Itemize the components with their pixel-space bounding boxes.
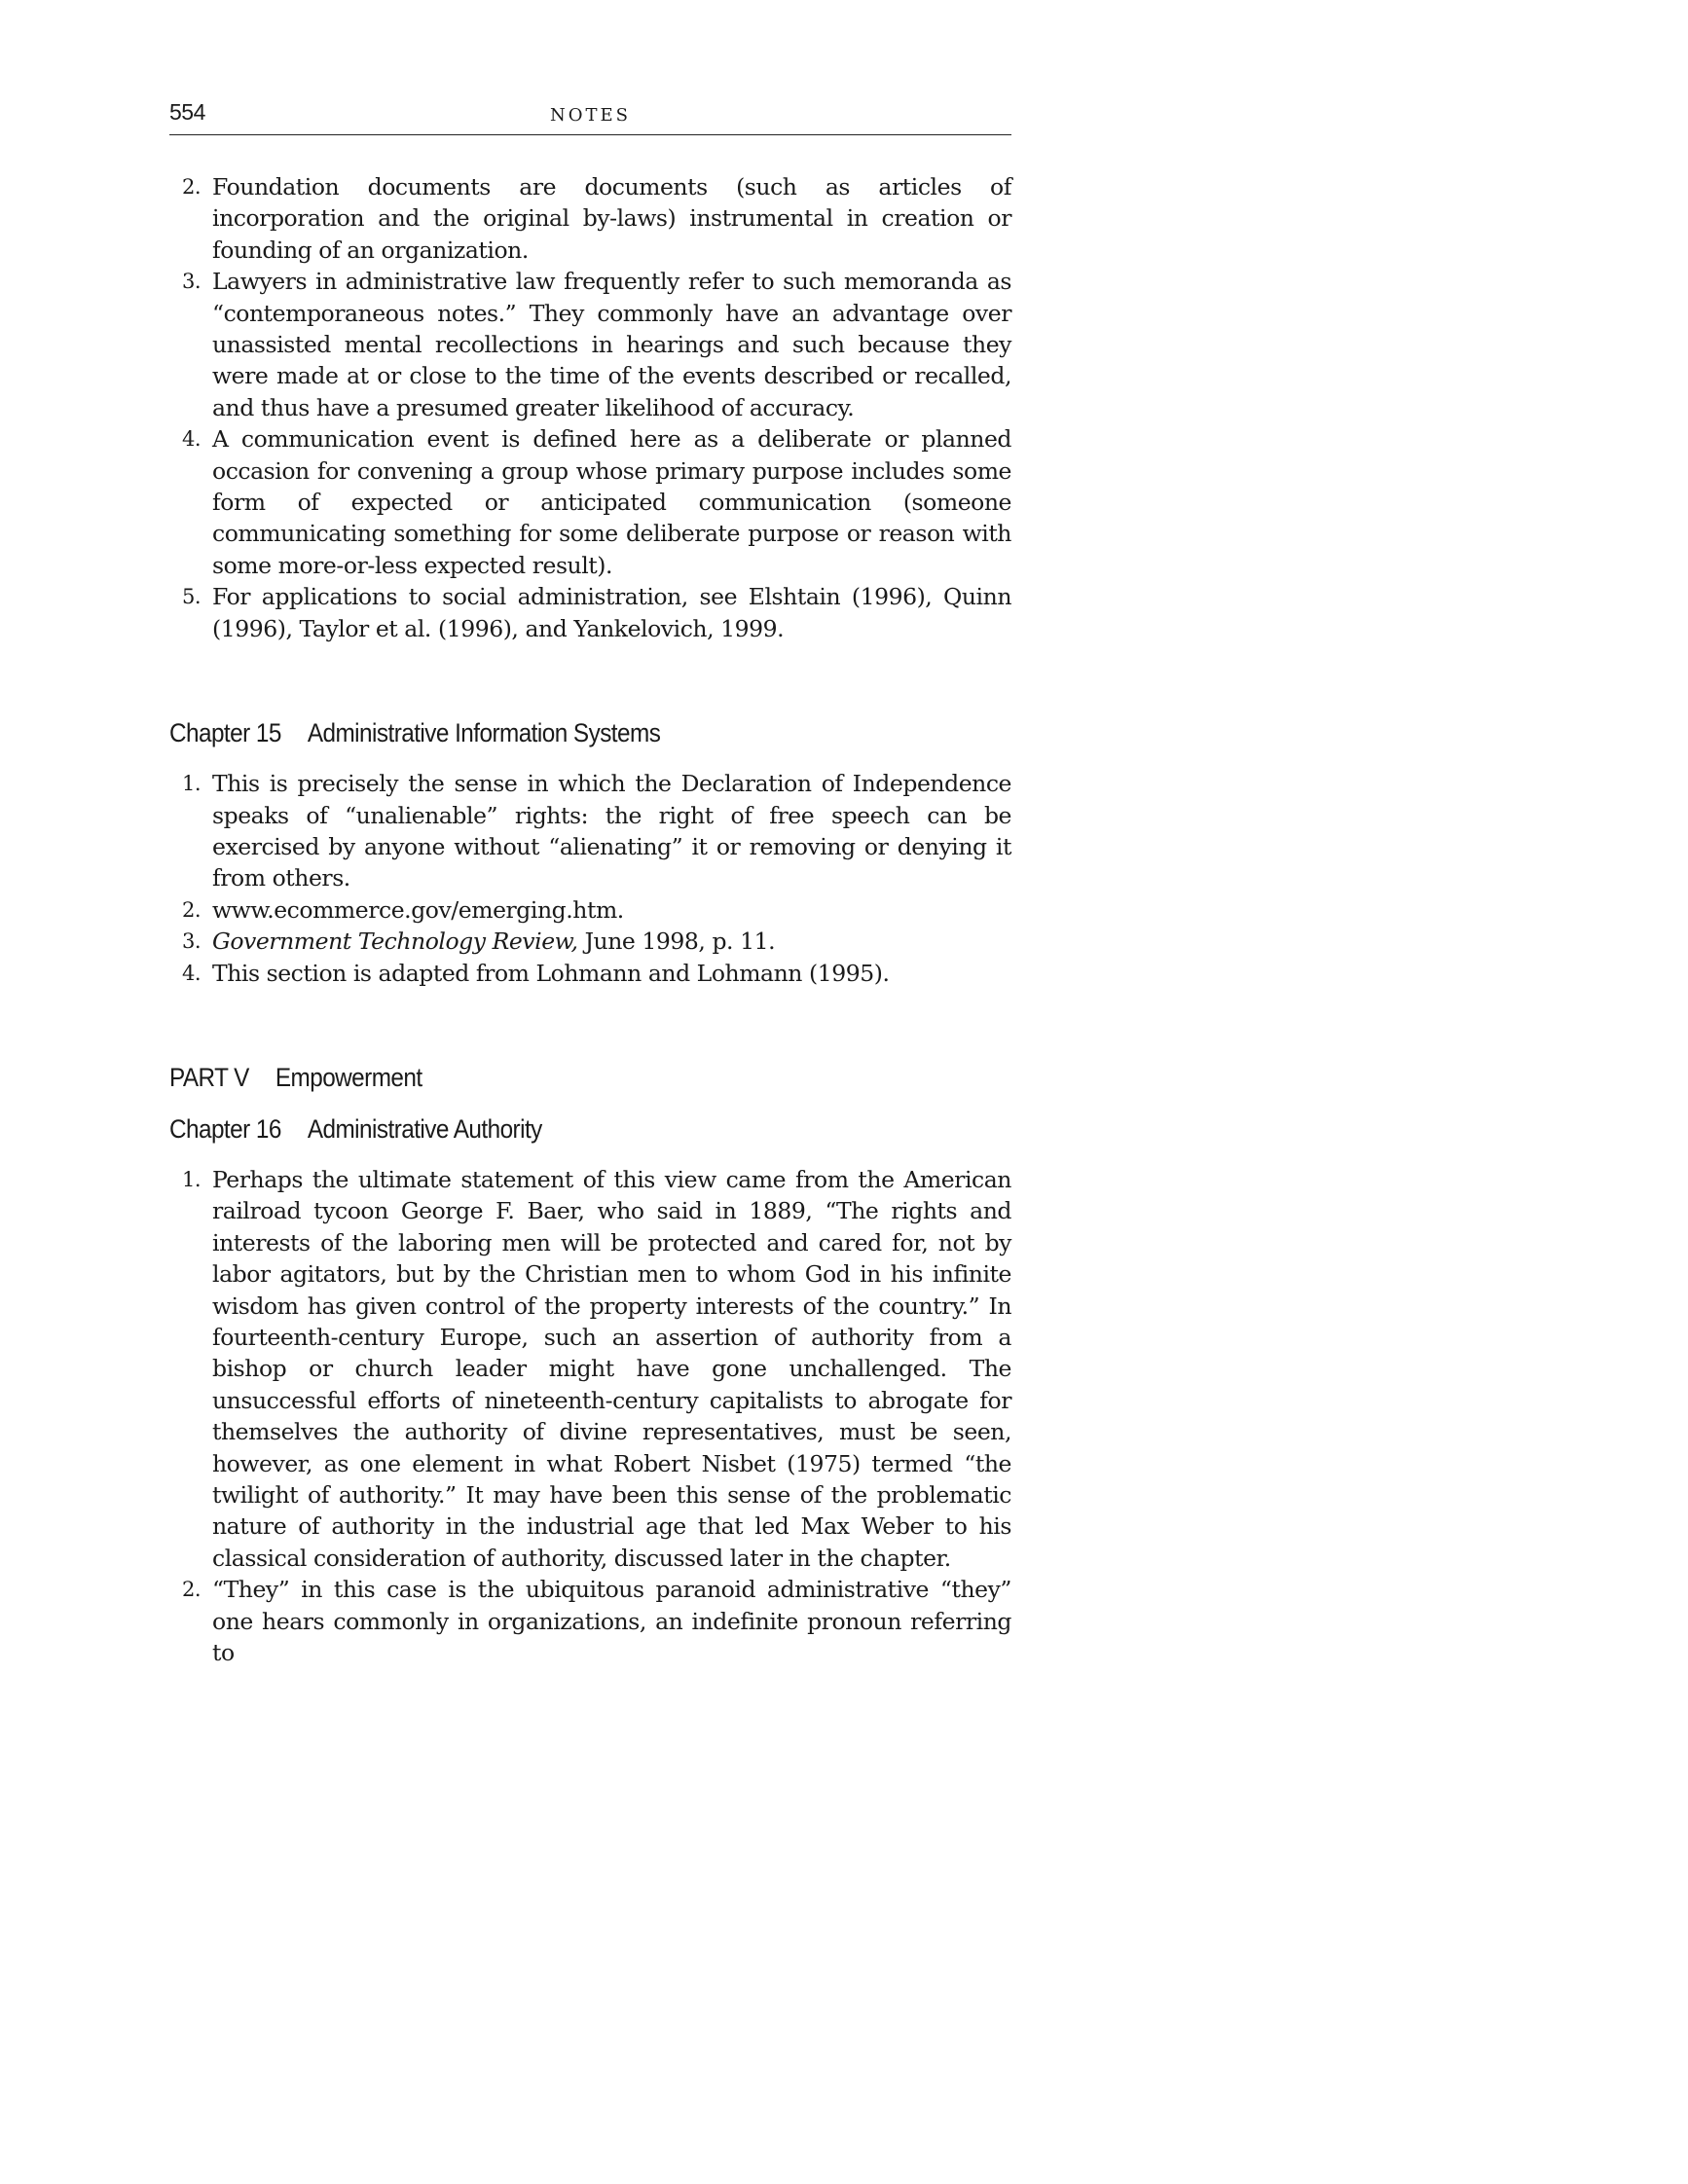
- chapter-title: Administrative Authority: [307, 1113, 542, 1144]
- note-item: [169, 768, 1011, 894]
- journal-title: Government Technology Review,: [212, 928, 578, 956]
- note-number: 4.: [182, 427, 202, 452]
- note-item: [169, 894, 1011, 926]
- note-number: 3.: [182, 929, 202, 954]
- note-item: [169, 1574, 1011, 1668]
- note-text: Foundation documents are documents (such as articles of incorporation and the original by-laws) instrumental in creation or founding of an organization.: [212, 173, 1011, 264]
- running-title: NOTES: [550, 105, 631, 126]
- chapter-15-notes-list: [169, 768, 1011, 989]
- note-item: [169, 1164, 1011, 1574]
- note-number: 2.: [182, 897, 202, 922]
- note-number: 3.: [182, 270, 202, 294]
- chapter-label: Chapter 16: [169, 1113, 281, 1144]
- note-item: [169, 581, 1011, 644]
- note-number: 1.: [182, 772, 202, 796]
- running-head: [169, 97, 1011, 135]
- note-text-rest: June 1998, p. 11.: [577, 928, 776, 956]
- note-item: [169, 171, 1011, 266]
- chapter-title: Administrative Information Systems: [307, 718, 661, 748]
- part-5-heading: [169, 1063, 928, 1093]
- note-text: A communication event is defined here as a deliberate or planned occasion for convening a group whose primary purpose includes some form of expected or anticipated communication (someone communicating something for some deliberate purpose or reason with some more-or-less expected result).: [212, 425, 1011, 579]
- chapter-label: Chapter 15: [169, 718, 281, 748]
- chapter-16-notes-list: [169, 1164, 1011, 1669]
- note-text: Perhaps the ultimate statement of this view came from the American railroad tycoon George F. Baer, who said in 1889, “The rights and interests of the laboring men will be protected and cared for, not by labor agitators, but by the Christian men to whom God in his infinite wisdom has given control of the property interests of the country.” In fourteenth-century Europe, such an assertion of authority from a bishop or church leader might have gone unchallenged. The unsuccessful efforts of nineteenth-century capitalists to abrogate for themselves the authority of divine representatives, must be seen, however, as one element in what Robert Nisbet (1975) termed “the twilight of authority.” It may have been this sense of the problematic nature of authority in the industrial age that led Max Weber to his classical consideration of authority, discussed later in the chapter.: [212, 1165, 1011, 1572]
- note-item: [169, 423, 1011, 581]
- page-number: 554: [169, 99, 205, 125]
- note-number: 1.: [182, 1167, 202, 1191]
- part-title: Empowerment: [275, 1062, 422, 1092]
- text-column: [169, 171, 1011, 1668]
- note-text: www.ecommerce.gov/emerging.htm.: [212, 895, 624, 924]
- chapter-15-heading: [169, 718, 928, 748]
- chapter-16-heading: [169, 1114, 928, 1145]
- note-text: This is precisely the sense in which the Declaration of Independence speaks of “unalienable” rights: the right of free speech can be exercised by anyone without “alienating” it or removing or denying it from others.: [212, 770, 1011, 892]
- note-number: 4.: [182, 961, 202, 985]
- note-text: Lawyers in administrative law frequently refer to such memoranda as “contemporaneous notes.” They commonly have an advantage over unassisted mental recollections in hearings and such because they were made at or close to the time of the events described or recalled, and thus have a presumed greater likelihood of accuracy.: [212, 268, 1011, 421]
- part-label: PART V: [169, 1062, 249, 1092]
- note-number: 5.: [182, 585, 202, 609]
- note-text: This section is adapted from Lohmann and Lohmann (1995).: [212, 959, 890, 987]
- note-number: 2.: [182, 1578, 202, 1602]
- note-text: [212, 926, 1011, 957]
- note-text: “They” in this case is the ubiquitous paranoid administrative “they” one hears commonly in organizations, an indefinite pronoun referring to: [212, 1576, 1011, 1667]
- note-item: [169, 926, 1011, 957]
- note-item: [169, 958, 1011, 989]
- note-item: [169, 266, 1011, 423]
- note-text: For applications to social administration, see Elshtain (1996), Quinn (1996), Taylor et al. (1996), and Yankelovich, 1999.: [212, 583, 1011, 642]
- intro-notes-list: [169, 171, 1011, 644]
- note-number: 2.: [182, 175, 202, 199]
